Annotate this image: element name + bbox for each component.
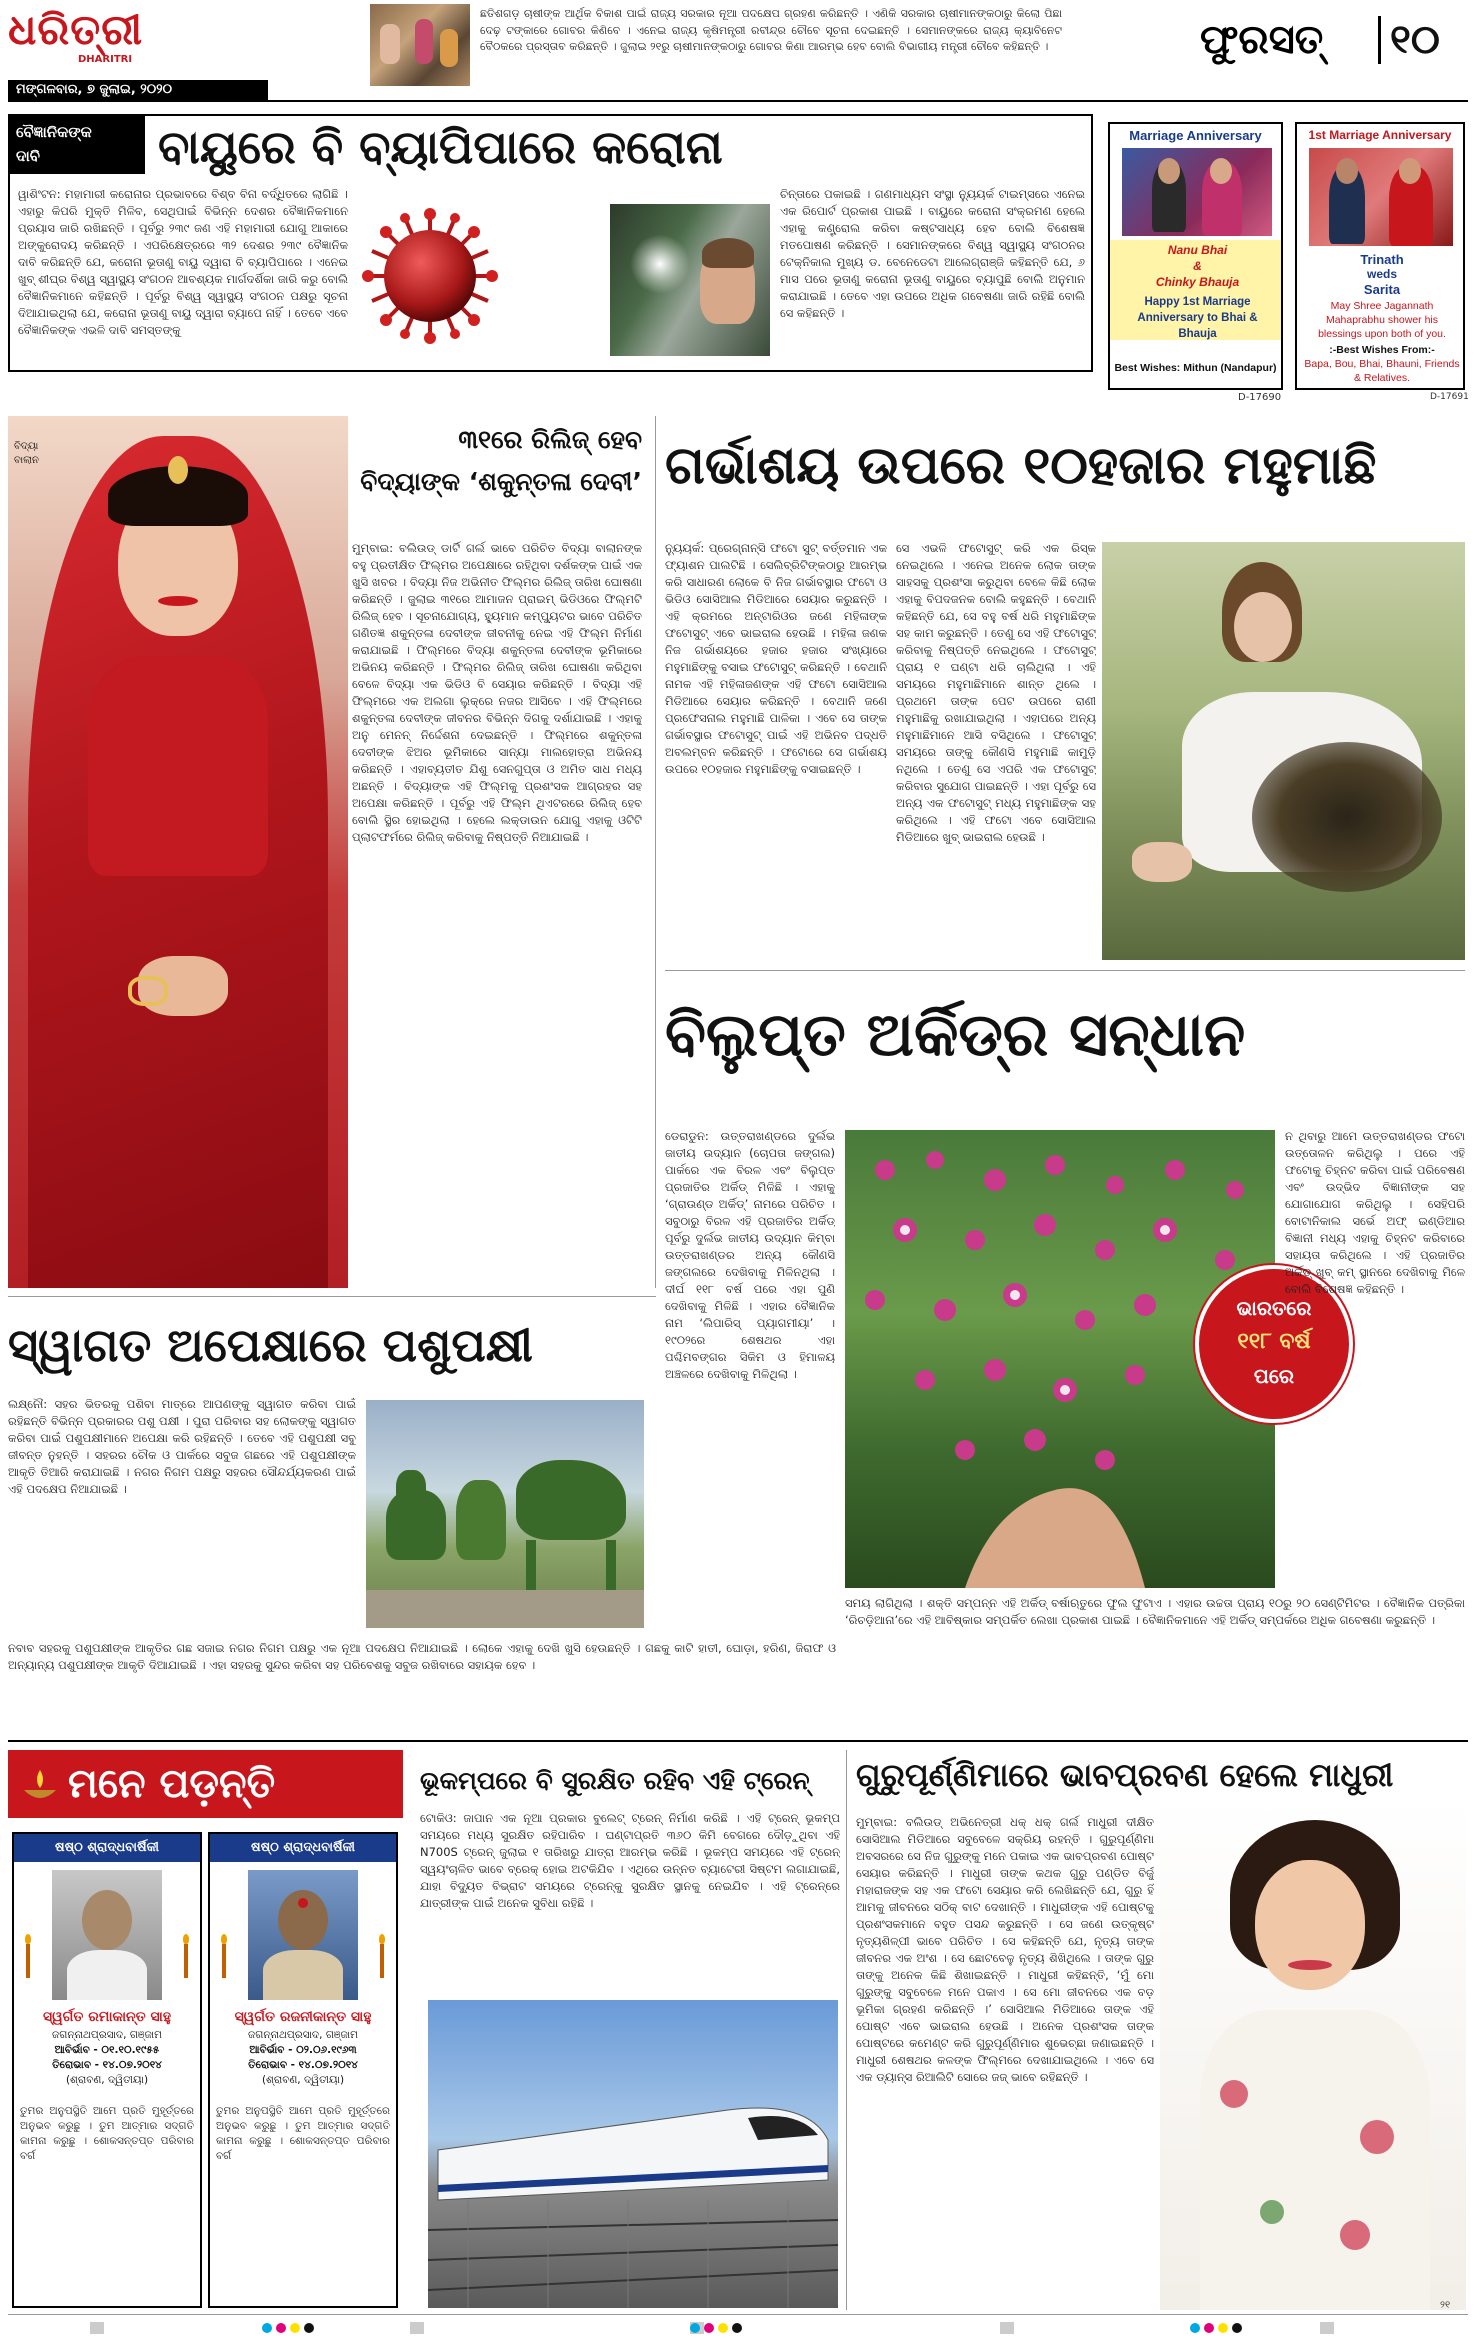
- card2-text: ତୁମର ଅନୁପସ୍ଥିତି ଆମେ ପ୍ରତି ମୁହୂର୍ତ୍ତରେ ଅନୁଭବ କରୁଛୁ । ତୁମ ଆତ୍ମାର ସଦ୍‌ଗତି କାମନା କରୁଛୁ । ଶୋକସନ୍ତପ୍ତ ପରିବାର ବର୍ଗ: [216, 2105, 390, 2162]
- vidya-caption-2: ବାଲାନ: [14, 455, 39, 466]
- train-photo: [428, 2000, 838, 2308]
- vidya-caption-1: ବିଦ୍ୟା: [14, 441, 39, 452]
- registration-mark: [1232, 2323, 1242, 2333]
- print-bar: [1320, 2322, 1334, 2334]
- kicker-box: [10, 116, 145, 174]
- ad1-title: Marriage Anniversary: [1129, 128, 1262, 143]
- obituary-section: [8, 1750, 403, 2310]
- registration-mark: [290, 2323, 300, 2333]
- ad2-title: 1st Marriage Anniversary: [1308, 128, 1452, 142]
- ad2-code: D-17691: [1430, 392, 1469, 402]
- corona-col1: ୱାଶିଂଟନ: ମହାମାରୀ କରୋନାର ପ୍ରଭାବରେ ବିଶ୍ବ ବିନା ବର୍ଦ୍ଧିତରେ ଲାଗିଛି । ଏହାରୁ କିପରି ମୁକ୍ତି ମିଳିବ, ସେଥିପାଇଁ ବିଭିନ୍ନ ଦେଶର ବୈଜ୍ଞାନିକମାନେ ପ୍ରୟାସ ଜାରି ରଖିଛନ୍ତି । ପୂର୍ବରୁ ୨୩୯ ଜଣ ଏହି ମହାମାରୀ ଯୋଗୁ ଆକାରେ ଅଙ୍କୁରୋଦୟ କରିଛନ୍ତି । ଏପରିକ୍ଷେତ୍ରରେ ୩୨ ଦେଶର ୨୩୯ ବୈଜ୍ଞାନିକ ଦାବି କରିଛନ୍ତି ଯେ, କରୋନା ଭୂତାଣୁ ବାୟୁ ଦ୍ୱାରା ବି ବ୍ୟାପିପାରେ । ଏନେଇ ଖୁବ୍ ଶୀଘ୍ର ବିଶ୍ୱ ସ୍ୱାସ୍ଥ୍ୟ ସଂଗଠନ ଆବଶ୍ୟକ ମାର୍ଗଦର୍ଶିକା ଜାରି କରୁ ବୋଲି ବୈଜ୍ଞାନିକମାନେ କହିଛନ୍ତି । ପୂର୍ବରୁ ବିଶ୍ୱ ସ୍ୱାସ୍ଥ୍ୟ ସଂଗଠନ ପକ୍ଷରୁ ସୂଚନା ଦିଆଯାଇଥିଲା ଯେ, କରୋନା ଭୂତାଣୁ ବାୟୁ ଦ୍ୱାରା ବ୍ୟାପେ ନାହିଁ । ତେବେ ଏବେ ବୈଜ୍ଞାନିକଙ୍କ ଏଭଳି ଦାବି ସମସ୍ତଙ୍କୁ: [18, 187, 348, 337]
- ad2-wishes: Bapa, Bou, Bhai, Bhauni, Friends & Relatives.: [1304, 358, 1460, 384]
- ad1-name-2: &: [1193, 259, 1202, 273]
- card1-title: ଷଷ୍ଠ ଶ୍ରାଦ୍ଧବାର୍ଷିକୀ: [14, 1834, 200, 1862]
- animals-headline: ସ୍ୱାଗତ ଅପେକ୍ଷାରେ ପଶୁପକ୍ଷୀ: [8, 1318, 533, 1372]
- lamp-left-icon: [220, 1934, 228, 1978]
- card1-name: ସ୍ୱର୍ଗତ ରମାକାନ୍ତ ସାହୁ: [42, 2009, 172, 2025]
- ad2-wishes-title: :-Best Wishes From:-: [1329, 344, 1435, 356]
- madhuri-body: ମୁମ୍ବାଇ: ବଲିଉଡ୍ ଅଭିନେତ୍ରୀ ଧକ୍ ଧକ୍ ଗର୍ଲ ମାଧୁରୀ ଦୀକ୍ଷିତ ସୋସିଆଲ ମିଡିଆରେ ସବୁବେଳେ ସକ୍ରିୟ ରହନ୍ତି । ଗୁରୁପୂର୍ଣ୍ଣିମା ଅବସରରେ ସେ ନିଜ ଗୁରୁଙ୍କୁ ମନେ ପକାଇ ଏକ ଭାବପ୍ରବଣ ପୋଷ୍ଟ ସେୟାର କରିଛନ୍ତି । ମାଧୁରୀ ତାଙ୍କ କଥକ ଗୁରୁ ପଣ୍ଡିତ ବିର୍ଜୁ ମହାରାଜଙ୍କ ସହ ଏକ ଫଟୋ ସେୟାର କରି ଲେଖିଛନ୍ତି ଯେ, ଗୁରୁ ହିଁ ଆମକୁ ଜୀବନରେ ସଠିକ୍ ବାଟ ଦେଖାନ୍ତି । ମାଧୁରୀଙ୍କ ଏହି ପୋଷ୍ଟକୁ ପ୍ରଶଂସକମାନେ ବହୁତ ପସନ୍ଦ କରୁଛନ୍ତି । ସେ ଜଣେ ଉତ୍କୃଷ୍ଟ ନୃତ୍ୟଶିଳ୍ପୀ ଭାବେ ପରିଚିତ । ସେ କହିଛନ୍ତି ଯେ, ନୃତ୍ୟ ତାଙ୍କ ଜୀବନର ଏକ ଅଂଶ । ସେ ଛୋଟବେଳୁ ନୃତ୍ୟ ଶିଖିଥିଲେ । ତାଙ୍କ ଗୁରୁ ତାଙ୍କୁ ଅନେକ କିଛି ଶିଖାଇଛନ୍ତି । ମାଧୁରୀ କହିଛନ୍ତି, ‘ମୁଁ ମୋ ଗୁରୁଙ୍କୁ ସବୁବେଳେ ମନେ ପକାଏ । ସେ ମୋ ଜୀବନରେ ଏକ ବଡ଼ ଭୂମିକା ଗ୍ରହଣ କରିଛନ୍ତି ।’ ସୋସିଆଲ ମିଡିଆରେ ତାଙ୍କ ଏହି ପୋଷ୍ଟ ଏବେ ଭାଇରାଲ ହେଉଛି । ଅନେକ ପ୍ରଶଂସକ ତାଙ୍କ ପୋଷ୍ଟରେ କମେଣ୍ଟ କରି ଗୁରୁପୂର୍ଣ୍ଣିମାର ଶୁଭେଚ୍ଛା ଜଣାଇଛନ୍ତି । ମାଧୁରୀ ଶେଷଥର କଳଙ୍କ ଫିଲ୍ମରେ ଦେଖାଯାଇଥିଲେ । ଏବେ ସେ ଏକ ଡ୍ୟାନ୍ସ ରିଆଲିଟି ସୋରେ ଜଜ୍ ଭାବେ ରହିଛନ୍ତି ।: [856, 1815, 1154, 2084]
- obituary-title: ମନେ ପଡ଼ନ୍ତି: [68, 1761, 276, 1807]
- obituary-card-1: [12, 1832, 202, 2308]
- date-line: [8, 80, 268, 100]
- footer-page: ୨୧: [1440, 2300, 1451, 2311]
- lamp-icon: [20, 1766, 60, 1806]
- ad1-message: Happy 1st Marriage Anniversary to Bhai & Bhauja: [1137, 296, 1258, 340]
- registration-mark: [276, 2323, 286, 2333]
- card1-tithi: (ଶ୍ରାବଣ, ଦ୍ୱିତୀୟା): [65, 2074, 149, 2086]
- ad1-name-3: Chinky Bhauja: [1155, 275, 1240, 289]
- ad2-name-2: weds: [1366, 267, 1397, 281]
- orchid-col1: ଡେରାଡୁନ: ଉତ୍ତରାଖଣ୍ଡରେ ଦୁର୍ଲଭ ଜାତୀୟ ଉଦ୍ୟାନ (ଚୋପତା ଜଙ୍ଗଲ) ପାର୍କରେ ଏକ ବିରଳ ଏବଂ ବିଲୁପ୍ତ ପ୍ରଜାତିର ଅର୍କିଡ୍ ମିଳିଛି । ଏହାକୁ ‘ଗ୍ରାଉଣ୍ଡ ଅର୍କିଡ୍’ ନାମରେ ପରିଚିତ । ସବୁଠାରୁ ବିରଳ ଏହି ପ୍ରଜାତିର ଅର୍କିଡ୍ ପୂର୍ବରୁ ଦୁର୍ଲଭ ଜାତୀୟ ଉଦ୍ୟାନ କିମ୍ବା ଉତ୍ତରାଖଣ୍ଡର ଅନ୍ୟ କୌଣସି ଜଙ୍ଗଲରେ ଦେଖିବାକୁ ମିଳିନଥିଲା । ଦୀର୍ଘ ୧୧୮ ବର୍ଷ ପରେ ଏହା ପୁଣି ଦେଖିବାକୁ ମିଳିଛି । ଏହାର ବୈଜ୍ଞାନିକ ନାମ ‘ଲିପାରିସ୍ ପ୍ୟାଗମୀୟା’ । ୧୯୦୨ରେ ଶେଷଥର ଏହା ପଶ୍ଚିମବଙ୍ଗର ସିକିମ ଓ ହିମାଳୟ ଅଞ୍ଚଳରେ ଦେଖିବାକୁ ମିଳିଥିଲା ।: [665, 1129, 835, 1381]
- ad2-message: May Shree Jagannath Mahaprabhu shower his blessings upon both of you.: [1318, 300, 1446, 340]
- bees-photo: [1102, 542, 1465, 960]
- logo: [8, 6, 178, 68]
- card1-birth: ଆବିର୍ଭାବ - ୦୧.୧୦.୧୯୫୫: [54, 2044, 160, 2056]
- train-headline: ଭୂକମ୍ପରେ ବି ସୁରକ୍ଷିତ ରହିବ ଏହି ଟ୍ରେନ୍: [420, 1766, 810, 1795]
- obituary-card-2: [208, 1832, 398, 2308]
- animals-col1: ଲକ୍ଷ୍ନୌ: ସହର ଭିତରକୁ ପଶିବା ମାତ୍ରେ ଆପଣଙ୍କୁ ସ୍ୱାଗତ କରିବା ପାଇଁ ରହିଛନ୍ତି ବିଭିନ୍ନ ପ୍ରକାରର ପଶୁ ପକ୍ଷୀ । ପୁରା ପରିବାର ସହ ଲୋକଙ୍କୁ ସ୍ୱାଗତ କରିବା ପାଇଁ ପଶୁପକ୍ଷୀମାନେ ଅପେକ୍ଷା କରି ରହିଛନ୍ତି । ତେବେ ଏହି ପଶୁପକ୍ଷୀ ସବୁ ଜୀବନ୍ତ ନୁହନ୍ତି । ସହରର ଚୌକ ଓ ପାର୍କରେ ସବୁଜ ଗଛରେ ଏହି ପଶୁପକ୍ଷୀଙ୍କ ଆକୃତି ତିଆରି କରାଯାଇଛି । ନଗର ନିଗମ ପକ୍ଷରୁ ସହରର ସୌନ୍ଦର୍ଯ୍ୟକରଣ ପାଇଁ ଏହି ପଦକ୍ଷେପ ନିଆଯାଇଛି ।: [8, 1397, 356, 1496]
- ad1-couple-photo: [1122, 148, 1272, 236]
- orchid-col2: ନ ଥିବାରୁ ଆମେ ଉତ୍ତରାଖଣ୍ଡର ଫଟୋ ଉତ୍ତୋଳନ କରିଥିଲୁ । ପରେ ଏହି ଫଟୋକୁ ଚିହ୍ନଟ କରିବା ପାଇଁ ପରିବେଷଣ ଏବଂ ଉଦ୍ଭିଦ ବିଜ୍ଞାନୀଙ୍କ ସହ ଯୋଗାଯୋଗ କରିଥିଲୁ । ସେହିପରି ବୋଟାନିକାଲ ସର୍ଭେ ଅଫ୍ ଇଣ୍ଡିଆର ବିଜ୍ଞାନୀ ମଧ୍ୟ ଏହାକୁ ଚିହ୍ନଟ କରିବାରେ ସହାୟତା କରିଥିଲେ । ଏହି ପ୍ରଜାତିର ଅର୍କିଡ୍ ଖୁବ୍ କମ୍ ସ୍ଥାନରେ ଦେଖିବାକୁ ମିଳେ ବୋଲି ବିଶେଷଜ୍ଞ କହିଛନ୍ତି ।: [1285, 1129, 1465, 1296]
- card2-birth: ଆବିର୍ଭାବ - ୦୨.୦୬.୧୯୬୩: [249, 2044, 357, 2056]
- logo-subtitle: DHARITRI: [78, 54, 133, 65]
- top-news-text: ଛତିଶଗଡ଼ ଚାଷୀଙ୍କ ଆର୍ଥିକ ବିକାଶ ପାଇଁ ରାଜ୍ୟ ସରକାର ନୂଆ ପଦକ୍ଷେପ ଗ୍ରହଣ କରିଛନ୍ତି । ଏଣିକି ସରକାର ଚାଷୀମାନଙ୍କଠାରୁ କିଲୋ ପିଛା ଦେଢ଼ ଟଙ୍କାରେ ଗୋବର କିଣିବେ । ଏନେଇ ରାଜ୍ୟ କୃଷିମନ୍ତ୍ରୀ ରବୀନ୍ଦ୍ର ଚୌବେ ସୂଚନା ଦେଇଛନ୍ତି । ସେମାନଙ୍କରେ ରାଜ୍ୟ କ୍ୟାବିନେଟ ବୈଠକରେ ପ୍ରସ୍ତାବ କରିଛନ୍ତି । ଜୁଲାଇ ୨୧ରୁ ଚାଷୀମାନଙ୍କଠାରୁ ଗୋବର କିଣା ଆରମ୍ଭ ହେବ ବୋଲି ବିଭାଗୀୟ ମନ୍ତ୍ରୀ ଚୌବେ କହିଛନ୍ତି ।: [480, 7, 1062, 53]
- sneeze-photo: [610, 204, 770, 356]
- vidya-headline-2: ବିଦ୍ୟାଙ୍କ ‘ଶକୁନ୍ତଳା ଦେବୀ’: [360, 467, 642, 496]
- madhuri-headline: ଗୁରୁପୂର୍ଣ୍ଣିମାରେ ଭାବପ୍ରବଣ ହେଲେ ମାଧୁରୀ: [856, 1756, 1394, 1794]
- bees-col1: ନ୍ୟୁୟର୍କ: ପ୍ରେଗ୍ନାନ୍ସି ଫଟୋ ସୁଟ୍ ବର୍ତ୍ତମାନ ଏକ ଫ୍ୟାଶନ ପାଲଟିଛି । ସେଲିବ୍ରିଟିଙ୍କଠାରୁ ଆରମ୍ଭ କରି ସାଧାରଣ ଲୋକେ ବି ନିଜ ଗର୍ଭାବସ୍ଥାର ଫଟୋ ଓ ଭିଡିଓ ସୋସିଆଲ ମିଡିଆରେ ସେୟାର କରୁଛନ୍ତି । ଏହି କ୍ରମରେ ଅନ୍ଟାରିଓର ଜଣେ ମହିଳାଙ୍କ ଫଟୋସୁଟ୍ ଏବେ ଭାଇରାଲ ହେଉଛି । ମହିଳା ଜଣକ ନିଜ ଗର୍ଭାଶୟରେ ହଜାର ହଜାର ସଂଖ୍ୟାରେ ମହୁମାଛିଙ୍କୁ ବସାଇ ଫଟୋସୁଟ୍ କରିଛନ୍ତି । ବେଥାନି ନାମକ ଏହି ମହିଳାଜଣଙ୍କ ଏହି ଫଟୋ ସୋସିଆଲ ମିଡିଆରେ ସେୟାର କରିଛନ୍ତି । ବେଥାନି ଜଣେ ପ୍ରଫେସନାଲ ମହୁମାଛି ପାଳିକା । ଏବେ ସେ ତାଙ୍କ ଗର୍ଭାବସ୍ଥାର ଫଟୋସୁଟ୍ ପାଇଁ ଏହି ଅଭିନବ ପଦ୍ଧତି ଅବଲମ୍ବନ କରିଛନ୍ତି । ଫଟୋରେ ସେ ଗର୍ଭାଶୟ ଉପରେ ୧୦ହଜାର ମହୁମାଛିଙ୍କୁ ବସାଇଛନ୍ତି ।: [665, 541, 887, 776]
- card2-photo: [248, 1870, 358, 2000]
- animals-photo: [366, 1400, 644, 1628]
- badge-line1: ଭାରତରେ: [1236, 1296, 1312, 1320]
- obituary-header: [8, 1750, 403, 1818]
- ad-anniversary-1: [1108, 122, 1283, 390]
- card2-tithi: (ଶ୍ରାବଣ, ଦ୍ୱିତୀୟା): [261, 2074, 345, 2086]
- ad2-name-1: Trinath: [1360, 252, 1404, 267]
- ad2-couple-photo: [1309, 148, 1453, 246]
- bees-col2: ସେ ଏଭଳି ଫଟୋସୁଟ୍ କରି ଏକ ରିସ୍କ ନେଇଥିଲେ । ଏନେଇ ଅନେକ ଲୋକ ତାଙ୍କ ସାହସକୁ ପ୍ରଶଂସା କରୁଥିବା ବେଳେ କିଛି ଲୋକ ଏହାକୁ ବିପଦଜନକ ବୋଲି କହୁଛନ୍ତି । ବେଥାନି କହିଛନ୍ତି ଯେ, ସେ ବହୁ ବର୍ଷ ଧରି ମହୁମାଛିଙ୍କ ସହ କାମ କରୁଛନ୍ତି । ତେଣୁ ସେ ଏହି ଫଟୋସୁଟ୍ କରିବାକୁ ନିଷ୍ପତ୍ତି ନେଇଥିଲେ । ଫଟୋସୁଟ୍ ପ୍ରାୟ ୧ ଘଣ୍ଟା ଧରି ଚାଲିଥିଲା । ଏହି ସମୟରେ ମହୁମାଛିମାନେ ଶାନ୍ତ ଥିଲେ । ପ୍ରଥମେ ତାଙ୍କ ପେଟ ଉପରେ ରାଣୀ ମହୁମାଛିକୁ ରଖାଯାଇଥିଲା । ଏହାପରେ ଅନ୍ୟ ମହୁମାଛିମାନେ ଆସି ବସିଥିଲେ । ଫଟୋସୁଟ୍ ସମୟରେ ତାଙ୍କୁ କୌଣସି ମହୁମାଛି କାମୁଡ଼ି ନଥିଲେ । ତେଣୁ ସେ ଏପରି ଏକ ଫଟୋସୁଟ୍ କରିବାର ସୁଯୋଗ ପାଇଛନ୍ତି । ଏହା ପୂର୍ବରୁ ସେ ଅନ୍ୟ ଏକ ଫଟୋସୁଟ୍ ମଧ୍ୟ ମହୁମାଛିଙ୍କ ସହ କରିଥିଲେ । ଏହି ଫଟୋ ଏବେ ସୋସିଆଲ ମିଡିଆରେ ଖୁବ୍ ଭାଇରାଲ ହେଉଛି ।: [896, 541, 1096, 844]
- kicker-line1: ବୈଜ୍ଞାନିକଙ୍କ: [16, 123, 92, 141]
- section-title: ଫୁରସତ୍: [1200, 17, 1324, 63]
- card1-death: ତିରୋଭାବ - ୧୪.୦୭.୨୦୧୪: [52, 2059, 162, 2071]
- registration-mark: [718, 2323, 728, 2333]
- registration-mark: [732, 2323, 742, 2333]
- masthead: [0, 0, 1476, 100]
- lamp-left-icon: [24, 1934, 32, 1978]
- registration-mark: [304, 2323, 314, 2333]
- registration-mark: [1190, 2323, 1200, 2333]
- animals-bottom: ନବାବ ସହରକୁ ପଶୁପକ୍ଷୀଙ୍କ ଆକୃତିର ଗଛ ସଜାଇ ନଗର ନିଗମ ପକ୍ଷରୁ ଏକ ନୂଆ ପଦକ୍ଷେପ ନିଆଯାଇଛି । ଲୋକେ ଏହାକୁ ଦେଖି ଖୁସି ହେଉଛନ୍ତି । ଗଛକୁ କାଟି ହାତୀ, ଘୋଡ଼ା, ହରିଣ, ଜିରାଫ ଓ ଅନ୍ୟାନ୍ୟ ପଶୁପକ୍ଷୀଙ୍କ ଆକୃତି ଦିଆଯାଇଛି । ଏହା ସହରକୁ ସୁନ୍ଦର କରିବା ସହ ପରିବେଶକୁ ସବୁଜ ରଖିବାରେ ସହାୟକ ହେବ ।: [8, 1641, 836, 1672]
- registration-mark: [690, 2323, 700, 2333]
- logo-title: ଧରିତ୍ରୀ: [8, 5, 144, 54]
- story-corona: [8, 114, 1093, 372]
- card2-place: ଜଗନ୍ନାଥପ୍ରସାଦ, ଗଞ୍ଜାମ: [248, 2029, 358, 2041]
- date-text: ମଙ୍ଗଳବାର, ୭ ଜୁଲାଇ, ୨୦୨୦: [16, 82, 173, 97]
- registration-mark: [1204, 2323, 1214, 2333]
- lamp-right-icon: [182, 1934, 190, 1978]
- card2-name: ସ୍ୱର୍ଗତ ରଜନୀକାନ୍ତ ସାହୁ: [234, 2009, 372, 2025]
- print-bar: [410, 2322, 424, 2334]
- vidya-photo: [8, 416, 348, 1288]
- ad1-code: D-17690: [1238, 392, 1282, 403]
- registration-mark: [704, 2323, 714, 2333]
- card1-text: ତୁମର ଅନୁପସ୍ଥିତି ଆମେ ପ୍ରତି ମୁହୂର୍ତ୍ତରେ ଅନୁଭବ କରୁଛୁ । ତୁମ ଆତ୍ମାର ସଦ୍‌ଗତି କାମନା କରୁଛୁ । ଶୋକସନ୍ତପ୍ତ ପରିବାର ବର୍ଗ: [20, 2105, 194, 2162]
- vidya-headline-1: ୩୧ରେ ରିଲିଜ୍ ହେବ: [458, 425, 642, 454]
- ad-anniversary-2: [1295, 122, 1465, 390]
- registration-mark: [1218, 2323, 1228, 2333]
- orchid-headline: ବିଲୁପ୍ତ ଅର୍କିଡ୍‌ର ସନ୍ଧାନ: [665, 1000, 1246, 1070]
- card1-photo: [52, 1870, 162, 2000]
- bees-headline: ଗର୍ଭାଶୟ ଉପରେ ୧୦ହଜାର ମହୁମାଛି: [665, 436, 1377, 496]
- train-body: ଟୋକିଓ: ଜାପାନ ଏକ ନୂଆ ପ୍ରକାର ବୁଲେଟ୍ ଟ୍ରେନ୍ ନିର୍ମାଣ କରିଛି । ଏହି ଟ୍ରେନ୍ ଭୂକମ୍ପ ସମୟରେ ମଧ୍ୟ ସୁରକ୍ଷିତ ରହିପାରିବ । ଘଣ୍ଟାପ୍ରତି ୩୬୦ କିମି ବେଗରେ ଦୌଡ଼ୁଥିବା ଏହି N700S ଟ୍ରେନ୍ ଜୁଲାଇ ୧ ତାରିଖରୁ ଯାତ୍ରା ଆରମ୍ଭ କରିଛି । ଭୂକମ୍ପ ସମୟରେ ଏହି ଟ୍ରେନ୍ ସ୍ୱୟଂଚାଳିତ ଭାବେ ବ୍ରେକ୍ ହୋଇ ଅଟକିଯିବ । ଏଥିରେ ଉନ୍ନତ ବ୍ୟାଟେରୀ ସିଷ୍ଟମ ଲଗାଯାଇଛି, ଯାହା ବିଦ୍ୟୁତ ବିଭ୍ରାଟ ସମୟରେ ଟ୍ରେନ୍‌କୁ ସୁରକ୍ଷିତ ସ୍ଥାନକୁ ନେଇଯିବ । ଏହି ଟ୍ରେନ୍‌ରେ ଯାତ୍ରୀଙ୍କ ପାଇଁ ଅନେକ ସୁବିଧା ରହିଛି ।: [420, 1811, 840, 1910]
- badge-line2: ୧୧୮ ବର୍ଷ: [1237, 1329, 1311, 1354]
- orchid-bottom: ସମୟ ଲାଗିଥିଲା । ଶକ୍ତି ସମ୍ପନ୍ନ ଏହି ଅର୍କିଡ୍ ବର୍ଷାଋତୁରେ ଫୁଲ ଫୁଟାଏ । ଏହାର ଉଚ୍ଚତା ପ୍ରାୟ ୧୦ରୁ ୨୦ ସେଣ୍ଟିମିଟର । ବୈଜ୍ଞାନିକ ପତ୍ରିକା ‘ରିଚଡ଼ିଆନା’ରେ ଏହି ଆବିଷ୍କାର ସମ୍ପର୍କିତ ଲେଖା ପ୍ରକାଶ ପାଇଛି । ବୈଜ୍ଞାନିକମାନେ ଏହି ଅର୍କିଡ୍ ସମ୍ପର୍କରେ ଅଧିକ ଗବେଷଣା କରୁଛନ୍ତି ।: [845, 1596, 1465, 1627]
- virus-image: [360, 206, 500, 346]
- top-news-photo: [370, 4, 470, 86]
- vidya-body: ମୁମ୍ବାଇ: ବଲିଉଡ୍ ଡାର୍ଟି ଗର୍ଲ ଭାବେ ପରିଚିତ ବିଦ୍ୟା ବାଲାନଙ୍କ ବହୁ ପ୍ରତୀକ୍ଷିତ ଫିଲ୍ମର ଅପେକ୍ଷାରେ ରହିଥିବା ଦର୍ଶକଙ୍କ ପାଇଁ ଏକ ଖୁସି ଖବର । ବିଦ୍ୟା ନିଜ ଅଭିନୀତ ଫିଲ୍ମର ରିଲିଜ୍ ତାରିଖ ଘୋଷଣା କରିଛନ୍ତି । ଜୁଲାଇ ୩୧ରେ ଆମାଜନ ପ୍ରାଇମ୍ ଭିଡିଓରେ ଫିଲ୍ମଟି ରିଲିଜ୍ ହେବ । ସୂଚନାଯୋଗ୍ୟ, ହ୍ୟୁମାନ କମ୍ପ୍ୟୁଟର ଭାବେ ପରିଚିତ ଗଣିତଜ୍ଞ ଶକୁନ୍ତଳା ଦେବୀଙ୍କ ଜୀବନୀକୁ ନେଇ ଏହି ଫିଲ୍ମ ନିର୍ମାଣ କରାଯାଇଛି । ଫିଲ୍ମରେ ବିଦ୍ୟା ଶକୁନ୍ତଳା ଦେବୀଙ୍କ ଭୂମିକାରେ ଅଭିନୟ କରିଛନ୍ତି । ଫିଲ୍ମର ରିଲିଜ୍ ତାରିଖ ଘୋଷଣା କରିଥିବା ବେଳେ ବିଦ୍ୟା ଏକ ଭିଡିଓ ବି ସେୟାର କରିଛନ୍ତି । ବିଦ୍ୟା ଏହି ଫିଲ୍ମରେ ଏକ ଅଲଗା ଲୁକ୍‌ରେ ନଜର ଆସିବେ । ଏହି ଫିଲ୍ମରେ ଶକୁନ୍ତଳା ଦେବୀଙ୍କ ଜୀବନର ବିଭିନ୍ନ ଦିଗକୁ ଦର୍ଶାଯାଇଛି । ଏହାକୁ ଅନୁ ମେନନ୍ ନିର୍ଦ୍ଦେଶନା ଦେଇଛନ୍ତି । ଫିଲ୍ମରେ ଶକୁନ୍ତଳା ଦେବୀଙ୍କ ଝିଅର ଭୂମିକାରେ ସାନ୍ୟା ମାଲହୋତ୍ରା ଅଭିନୟ କରିଛନ୍ତି । ଏହାବ୍ୟତୀତ ଯିଶୁ ସେନଗୁପ୍ତା ଓ ଅମିତ ସାଧ ମଧ୍ୟ ଅଛନ୍ତି । ବିଦ୍ୟାଙ୍କ ଏହି ଫିଲ୍ମକୁ ପ୍ରଶଂସକ ଆଗ୍ରହର ସହ ଅପେକ୍ଷା କରିଛନ୍ତି । ପୂର୍ବରୁ ଏହି ଫିଲ୍ମ ଥିଏଟରରେ ରିଲିଜ୍ ହେବ ବୋଲି ସ୍ଥିର ହୋଇଥିଲା । ହେଲେ ଲକ୍‌ଡାଉନ ଯୋଗୁ ଏହାକୁ ଓଟିଟି ପ୍ଲାଟଫର୍ମରେ ରିଲିଜ୍ କରିବାକୁ ନିଷ୍ପତ୍ତି ନିଆଯାଇଛି ।: [352, 541, 642, 844]
- corona-col2: ଚିନ୍ତାରେ ପକାଇଛି । ଗଣମାଧ୍ୟମ ସଂସ୍ଥା ନ୍ୟୁୟର୍କ ଟାଇମ୍ସରେ ଏନେଇ ଏକ ରିପୋର୍ଟ ପ୍ରକାଶ ପାଇଛି । ବାୟୁରେ କରୋନା ସଂକ୍ରମଣ ହେଲେ ଏହାକୁ କଣ୍ଟ୍ରୋଲ କରିବା କଷ୍ଟସାଧ୍ୟ ହେବ ବୋଲି ବିଶେଷଜ୍ଞ ମତପୋଷଣ କରିଛନ୍ତି । ସେମାନଙ୍କରେ ବିଶ୍ୱ ସ୍ୱାସ୍ଥ୍ୟ ସଂଗଠନର ଟେକ୍ନିକାଲ ମୁଖ୍ୟ ଡ. ବେନେଡେଟା ଆଲେଗ୍ରାଞ୍ଜି କହିଛନ୍ତି ଯେ, ୬ ମାସ ପରେ ଭୂତାଣୁ କରୋନା ଭୂତାଣୁ ବାୟୁରେ ବ୍ୟାପୁଛି ବୋଲି ଅନୁମାନ କରାଯାଇଛି । ତେବେ ଏହା ଉପରେ ଅଧିକ ଗବେଷଣା ଜାରି ରହିଛି ବୋଲି ସେ କହିଛନ୍ତି ।: [780, 187, 1085, 320]
- card2-death: ତିରୋଭାବ - ୧୪.୦୭.୨୦୧୪: [248, 2059, 358, 2071]
- badge-line3: ପରେ: [1253, 1364, 1295, 1388]
- print-bar: [90, 2322, 104, 2334]
- print-bar: [1000, 2322, 1014, 2334]
- headline-corona: ବାୟୁରେ ବି ବ୍ୟାପିପାରେ କରୋନା: [158, 120, 723, 174]
- ad2-name-3: Sarita: [1363, 282, 1401, 297]
- ad1-wishes: Best Wishes: Mithun (Nandapur): [1114, 362, 1277, 374]
- lamp-right-icon: [378, 1934, 386, 1978]
- ad1-name-1: Nanu Bhai: [1167, 243, 1228, 257]
- card1-place: ଜଗନ୍ନାଥପ୍ରସାଦ, ଗଞ୍ଜାମ: [52, 2029, 162, 2041]
- madhuri-photo: [1160, 1800, 1466, 2310]
- page-number: ୧୦: [1390, 17, 1440, 63]
- kicker-line2: ଦାବି: [16, 147, 40, 165]
- vidya-caption: [14, 440, 74, 468]
- card2-title: ଷଷ୍ଠ ଶ୍ରାଦ୍ଧବାର୍ଷିକୀ: [210, 1834, 396, 1862]
- registration-mark: [262, 2323, 272, 2333]
